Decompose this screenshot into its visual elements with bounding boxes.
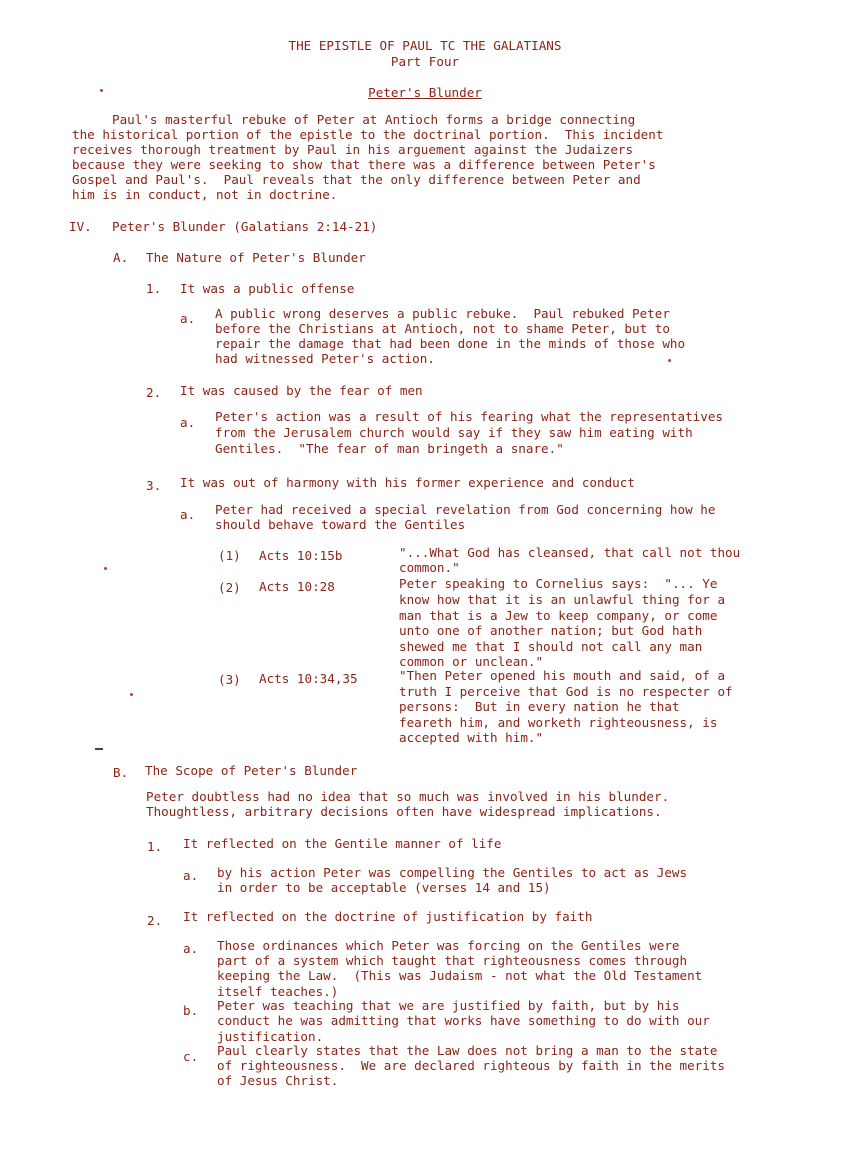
- reference-quote-line: man that is a Jew to keep company, or come: [399, 608, 718, 623]
- scan-speck: [130, 693, 133, 696]
- point-title: It reflected on the doctrine of justification by faith: [183, 909, 593, 924]
- document-heading: Peter's Blunder: [368, 85, 482, 100]
- scan-speck: [104, 567, 107, 570]
- subpoint-line: had witnessed Peter's action.: [215, 351, 435, 366]
- subpoint-line: Peter had received a special revelation from God concerning how he: [215, 502, 716, 517]
- reference-quote-line: shewed me that I should not call any man: [399, 639, 703, 654]
- reference-quote-line: truth I perceive that God is no respecter of: [399, 684, 733, 699]
- reference-quote-line: common or unclean.": [399, 654, 544, 669]
- point-title: It was a public offense: [180, 281, 355, 296]
- subpoint-line: by his action Peter was compelling the Gentiles to act as Jews: [217, 865, 688, 880]
- subpoint-line: justification.: [217, 1029, 324, 1044]
- subpoint-line: itself teaches.): [217, 984, 339, 999]
- reference-quote-line: Peter speaking to Cornelius says: "... Ye: [399, 576, 718, 591]
- subpoint-line: part of a system which taught that righteousness comes through: [217, 953, 688, 968]
- subpoint-letter: a.: [180, 311, 196, 326]
- subpoint-line: in order to be acceptable (verses 14 and 15): [217, 880, 551, 895]
- subpoint-line: Gentiles. "The fear of man bringeth a snare.": [215, 441, 564, 456]
- section-title: Peter's Blunder (Galatians 2:14-21): [112, 219, 378, 234]
- reference-citation: Acts 10:15b: [259, 548, 343, 563]
- intro-line: receives thorough treatment by Paul in his arguement against the Judaizers: [72, 142, 634, 157]
- scan-mark: [95, 748, 103, 750]
- reference-quote-line: "Then Peter opened his mouth and said, of a: [399, 668, 726, 683]
- intro-line: him is in conduct, not in doctrine.: [72, 187, 338, 202]
- document-title: THE EPISTLE OF PAUL TC THE GALATIANS: [288, 38, 562, 53]
- subpoint-letter: a.: [183, 868, 199, 883]
- intro-line: Paul's masterful rebuke of Peter at Antioch forms a bridge connecting: [112, 112, 636, 127]
- subpoint-letter: a.: [183, 941, 199, 956]
- point-title: It was caused by the fear of men: [180, 383, 423, 398]
- reference-quote-line: common.": [399, 560, 460, 575]
- intro-line: the historical portion of the epistle to the doctrinal portion. This incident: [72, 127, 664, 142]
- subpoint-line: Peter's action was a result of his fearing what the representatives: [215, 409, 723, 424]
- reference-quote-line: "...What God has cleansed, that call not thou: [399, 545, 741, 560]
- reference-number: (2): [218, 580, 241, 595]
- point-title: It was out of harmony with his former experience and conduct: [180, 475, 635, 490]
- reference-quote-line: know how that it is an unlawful thing for a: [399, 592, 726, 607]
- reference-citation: Acts 10:34,35: [259, 671, 358, 686]
- point-number: 2.: [146, 385, 162, 400]
- point-number: 2.: [147, 913, 163, 928]
- subpoint-line: conduct he was admitting that works have something to do with our: [217, 1013, 710, 1028]
- point-number: 3.: [146, 478, 162, 493]
- reference-quote-line: accepted with him.": [399, 730, 544, 745]
- subpoint-line: Paul clearly states that the Law does not bring a man to the state: [217, 1043, 718, 1058]
- subsection-title: The Scope of Peter's Blunder: [145, 763, 358, 778]
- scan-speck: [668, 359, 671, 362]
- intro-line: Gospel and Paul's. Paul reveals that the only difference between Peter and: [72, 172, 641, 187]
- subpoint-line: Peter was teaching that we are justified by faith, but by his: [217, 998, 680, 1013]
- subpoint-letter: c.: [183, 1049, 199, 1064]
- subpoint-line: before the Christians at Antioch, not to shame Peter, but to: [215, 321, 670, 336]
- subpoint-line: from the Jerusalem church would say if they saw him eating with: [215, 425, 693, 440]
- subpoint-line: repair the damage that had been done in the minds of those who: [215, 336, 686, 351]
- subpoint-letter: a.: [180, 415, 196, 430]
- subpoint-letter: b.: [183, 1003, 199, 1018]
- document-part: Part Four: [390, 54, 460, 69]
- point-number: 1.: [147, 839, 163, 854]
- subpoint-letter: a.: [180, 507, 196, 522]
- section-b-intro-line: Peter doubtless had no idea that so much was involved in his blunder.: [146, 789, 670, 804]
- intro-line: because they were seeking to show that there was a difference between Peter's: [72, 157, 656, 172]
- subpoint-line: A public wrong deserves a public rebuke. Paul rebuked Peter: [215, 306, 670, 321]
- point-title: It reflected on the Gentile manner of life: [183, 836, 502, 851]
- point-number: 1.: [146, 281, 162, 296]
- section-number: IV.: [69, 219, 92, 234]
- subpoint-line: of righteousness. We are declared righteous by faith in the merits: [217, 1058, 725, 1073]
- section-b-intro-line: Thoughtless, arbitrary decisions often have widespread implications.: [146, 804, 662, 819]
- scan-speck: [100, 89, 103, 92]
- reference-citation: Acts 10:28: [259, 579, 335, 594]
- subsection-title: The Nature of Peter's Blunder: [146, 250, 366, 265]
- subsection-letter: B.: [113, 765, 129, 780]
- subsection-letter: A.: [113, 250, 129, 265]
- reference-quote-line: persons: But in every nation he that: [399, 699, 680, 714]
- subpoint-line: Those ordinances which Peter was forcing on the Gentiles were: [217, 938, 680, 953]
- reference-number: (1): [218, 548, 241, 563]
- subpoint-line: keeping the Law. (This was Judaism - not what the Old Testament: [217, 968, 703, 983]
- subpoint-line: should behave toward the Gentiles: [215, 517, 466, 532]
- reference-quote-line: unto one of another nation; but God hath: [399, 623, 703, 638]
- reference-quote-line: feareth him, and worketh righteousness, is: [399, 715, 718, 730]
- subpoint-line: of Jesus Christ.: [217, 1073, 339, 1088]
- reference-number: (3): [218, 672, 241, 687]
